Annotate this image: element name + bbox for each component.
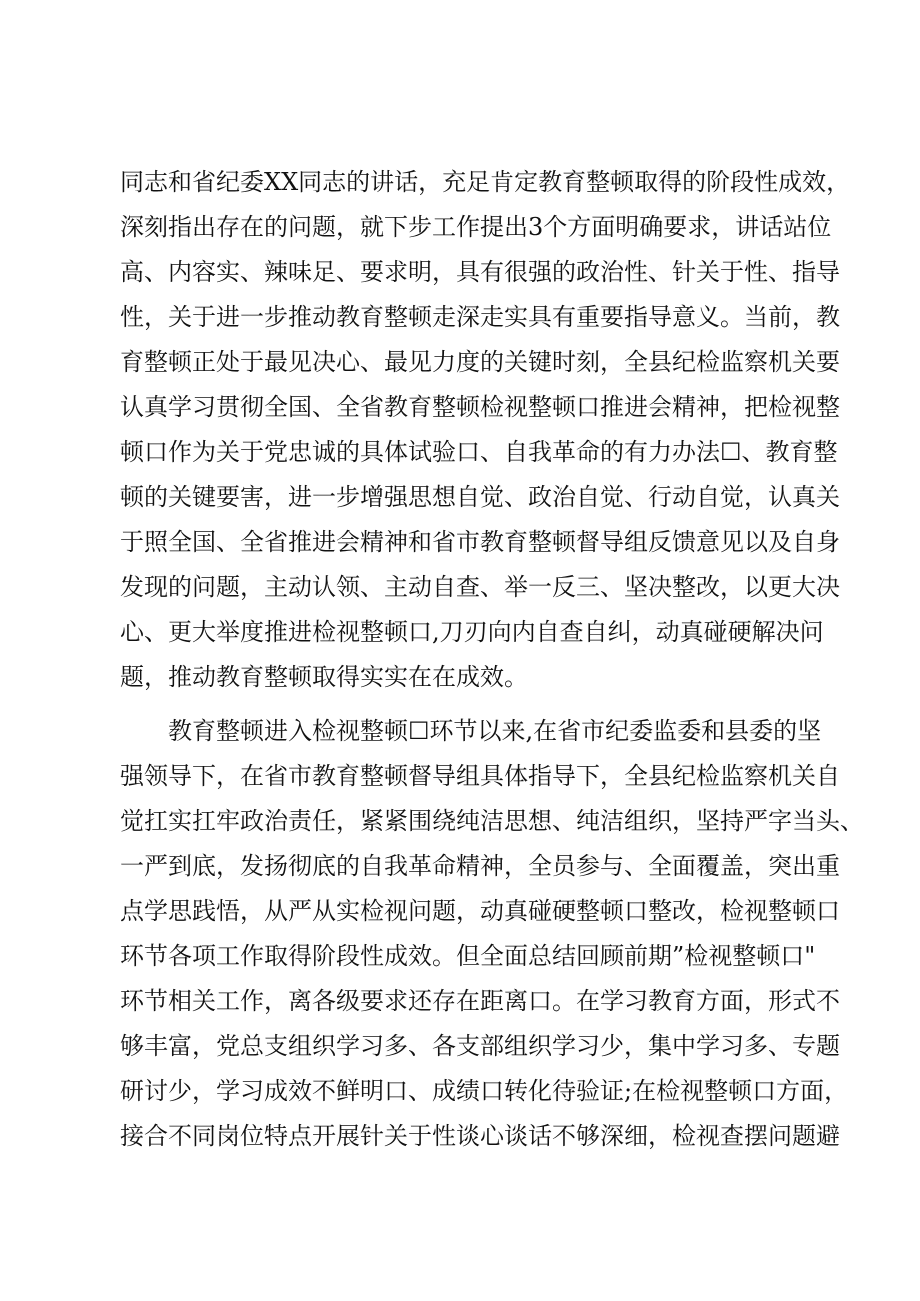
text-line: 心、更大举度推进检视整顿口,刀刃向内自查自纠，动真碰硬解决问	[120, 618, 824, 646]
text-line: 高、内容实、辣味足、要求明，具有很强的政治性、针关于性、指导	[120, 258, 840, 286]
document-body	[120, 160, 864, 1159]
paragraph-1	[120, 160, 851, 700]
text-line: 研讨少，学习成效不鲜明口、成绩口转化待验证;在检视整顿口方面，	[120, 1077, 849, 1105]
text-line: 觉扛实扛牢政治责任，紧紧围绕纯洁思想、纯洁组织，坚持严字当头、	[120, 807, 864, 835]
text-line: 于照全国、全省推进会精神和省市教育整顿督导组反馈意见以及自身	[120, 528, 840, 556]
text-line: 教育整顿进入检视整顿☐环节以来,在省市纪委监委和县委的坚	[168, 717, 822, 745]
text-line: 发现的问题，主动认领、主动自查、举一反三、坚决整改，以更大决	[120, 573, 840, 601]
text-line: 强领导下，在省市教育整顿督导组具体指导下，全县纪检监察机关自	[120, 762, 840, 790]
text-line: 环节相关工作，离各级要求还存在距离口。在学习教育方面，形式不	[120, 987, 840, 1015]
text-line: 顿口作为关于党忠诚的具体试验口、自我革命的有力办法☐、教育整	[120, 438, 838, 466]
text-line: 深刻指出存在的问题，就下步工作提出3个方面明确要求，讲话站位	[120, 213, 832, 241]
text-line: 接合不同岗位特点开展针关于性谈心谈话不够深细，检视查摆问题避	[120, 1122, 840, 1150]
paragraph-gap	[120, 700, 810, 709]
text-line: 顿的关键要害，进一步增强思想自觉、政治自觉、行动自觉，认真关	[120, 483, 840, 511]
text-line: 性，关于进一步推动教育整顿走深走实具有重要指导意义。当前，教	[120, 303, 840, 331]
text-line: 够丰富，党总支组织学习多、各支部组织学习少，集中学习多、专题	[120, 1032, 840, 1060]
paragraph-2	[120, 709, 864, 1159]
text-line: 点学思践悟，从严从实检视问题，动真碰硬整顿口整改，检视整顿口	[120, 897, 840, 925]
text-line: 题，推动教育整顿取得实实在在成效。	[120, 663, 528, 691]
text-line: 同志和省纪委XX同志的讲话，充足肯定教育整顿取得的阶段性成效，	[120, 168, 851, 196]
text-line: 环节各项工作取得阶段性成效。但全面总结回顾前期”检视整顿口"	[120, 942, 816, 970]
text-line: 一严到底，发扬彻底的自我革命精神，全员参与、全面覆盖，突出重	[120, 852, 840, 880]
text-line: 认真学习贯彻全国、全省教育整顿检视整顿口推进会精神，把检视整	[120, 393, 840, 421]
text-line: 育整顿正处于最见决心、最见力度的关键时刻，全县纪检监察机关要	[120, 348, 840, 376]
